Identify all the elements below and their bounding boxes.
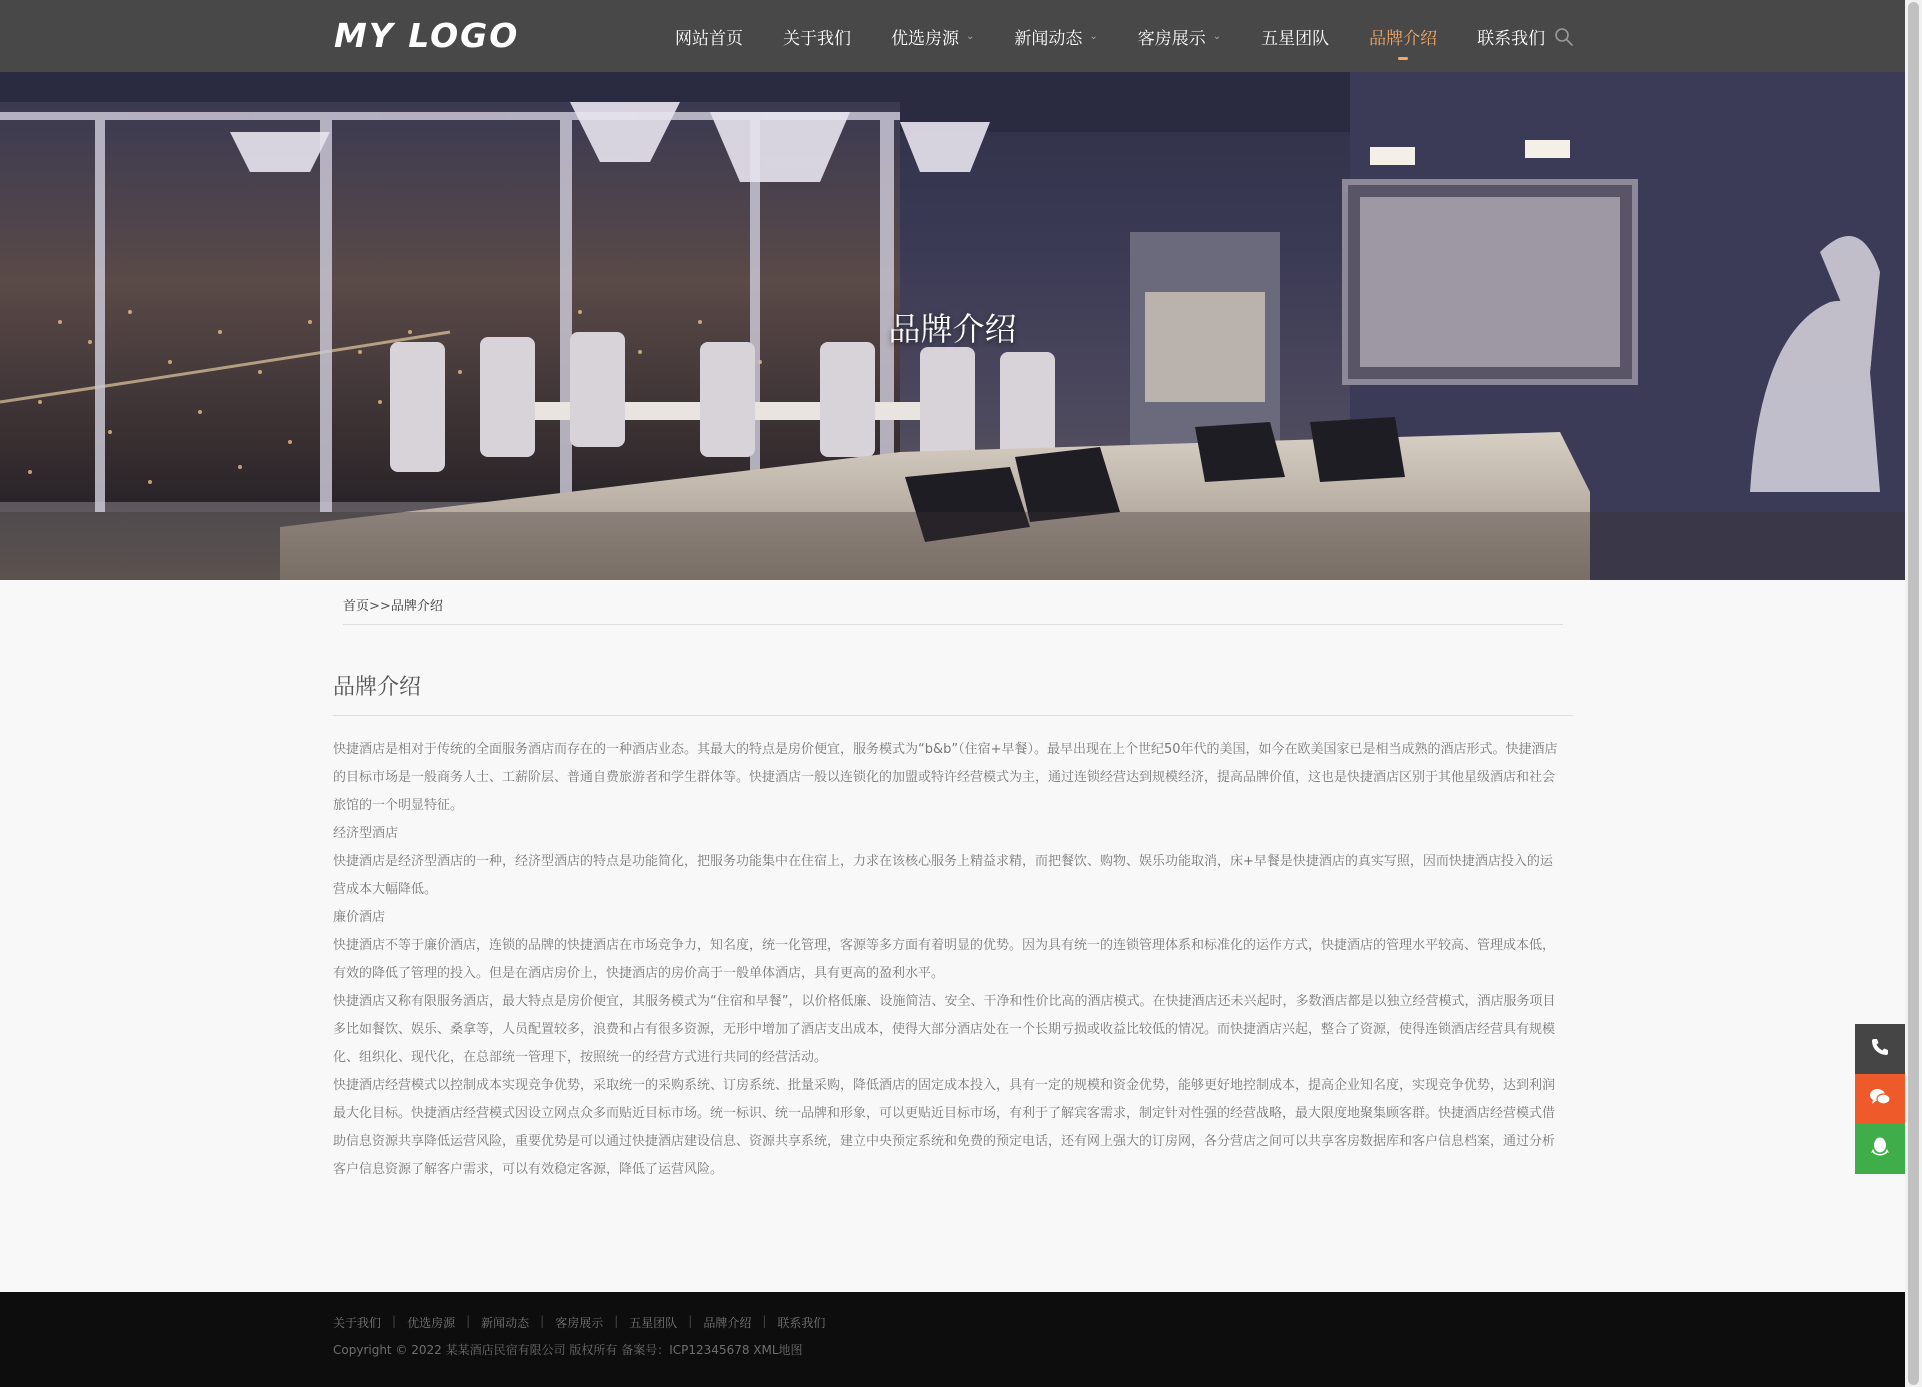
breadcrumb	[343, 595, 443, 614]
footer-link[interactable]: 新闻动态	[481, 1316, 530, 1330]
nav-item-label: 五星团队	[1261, 28, 1330, 49]
nav-item-2[interactable]	[871, 0, 994, 72]
scrollbar-thumb[interactable]	[1908, 2, 1919, 1385]
hero-banner	[0, 72, 1905, 580]
nav-item-label: 关于我们	[783, 28, 851, 49]
nav-item-7[interactable]	[1457, 0, 1565, 72]
chat-icon	[1869, 1087, 1891, 1111]
banner-title: 品牌介绍	[888, 310, 1017, 348]
footer-link-divider: |	[540, 1314, 545, 1328]
breadcrumb-divider	[343, 624, 1563, 625]
article-paragraph: 快捷酒店又称有限服务酒店，最大特点是房价便宜，其服务模式为“住宿和早餐”，以价格低廉、设施简洁、安全、干净和性价比高的酒店模式。在快捷酒店还未兴起时，多数酒店都是以独立经营模式，酒店服务项目多比如餐饮、娱乐、桑拿等，人员配置较多，浪费和占有很多资源，无形中增加了酒店支出成本，使得大部分酒店处在一个长期亏损或收益比较低的情况。而快捷酒店兴起，整合了资源，使得连锁酒店经营具有规模化、组织化、现代化，在总部统一管理下，按照统一的经营方式进行共同的经营活动。	[333, 994, 1556, 1065]
article-paragraph: 经济型酒店	[333, 826, 399, 841]
chat-button[interactable]	[1855, 1074, 1905, 1124]
breadcrumb-home[interactable]: 首页	[343, 599, 370, 614]
footer-link-divider: |	[614, 1314, 619, 1328]
site-header	[0, 0, 1905, 72]
footer-link[interactable]: 品牌介绍	[703, 1316, 752, 1330]
article-paragraph: 快捷酒店是经济型酒店的一种，经济型酒店的特点是功能简化，把服务功能集中在住宿上，力求在该核心服务上精益求精，而把餐饮、购物、娱乐功能取消，床+早餐是快捷酒店的真实写照，因而快捷酒店投入的运营成本大幅降低。	[333, 854, 1553, 897]
article-paragraph: 快捷酒店经营模式以控制成本实现竞争优势，采取统一的采购系统、订房系统、批量采购，降低酒店的固定成本投入，具有一定的规模和资金优势，能够更好地控制成本，提高企业知名度，实现竞争优势，达到利润最大化目标。快捷酒店经营模式因设立网点众多而贴近目标市场。统一标识、统一品牌和形象，可以更贴近目标市场，有利于了解宾客需求，制定针对性强的经营战略，最大限度地聚集顾客群。快捷酒店经营模式借助信息资源共享降低运营风险，重要优势是可以通过快捷酒店建设信息、资源共享系统，建立中央预定系统和免费的预定电话，还有网上强大的订房网，各分营店之间可以共享客房数据库和客户信息档案，通过分析客户信息资源了解客户需求，可以有效稳定客源，降低了运营风险。	[333, 1078, 1556, 1177]
title-divider	[333, 715, 1573, 716]
footer-link[interactable]: 客房展示	[555, 1316, 604, 1330]
article-body	[333, 736, 1565, 1184]
site-logo[interactable]: MY LOGO	[334, 16, 520, 55]
nav-item-label: 联系我们	[1477, 28, 1546, 49]
nav-item-label: 品牌介绍	[1369, 28, 1438, 49]
nav-item-0[interactable]	[655, 0, 763, 72]
search-icon[interactable]	[1553, 26, 1575, 48]
footer-link-divider: |	[688, 1314, 693, 1328]
footer-link[interactable]: 优选房源	[407, 1316, 456, 1330]
page-scrollbar[interactable]	[1905, 0, 1922, 1387]
main-nav	[655, 0, 1565, 72]
qq-button[interactable]	[1855, 1124, 1905, 1174]
nav-item-3[interactable]	[994, 0, 1117, 72]
nav-item-1[interactable]	[763, 0, 871, 72]
article-paragraph: 廉价酒店	[333, 910, 386, 925]
footer-link-divider: |	[392, 1314, 397, 1328]
nav-item-label: 优选房源	[891, 28, 959, 49]
phone-button[interactable]	[1855, 1024, 1905, 1074]
site-footer	[0, 1292, 1905, 1387]
phone-icon	[1870, 1037, 1890, 1061]
nav-item-5[interactable]	[1241, 0, 1349, 72]
footer-link[interactable]: 关于我们	[333, 1316, 382, 1330]
nav-item-label: 网站首页	[675, 28, 743, 49]
article-paragraph: 快捷酒店是相对于传统的全面服务酒店而存在的一种酒店业态。其最大的特点是房价便宜，服务模式为“b&b”（住宿+早餐）。最早出现在上个世纪50年代的美国，如今在欧美国家已是相当成熟的酒店形式。快捷酒店的目标市场是一般商务人士、工薪阶层、普通自费旅游者和学生群体等。快捷酒店一般以连锁化的加盟或特许经营模式为主，通过连锁经营达到规模经济，提高品牌价值，这也是快捷酒店区别于其他星级酒店和社会旅馆的一个明显特征。	[333, 742, 1558, 813]
copyright-text: Copyright © 2022 某某酒店民宿有限公司 版权所有 备案号：ICP12345678 XML地图	[333, 1343, 803, 1357]
page-title: 品牌介绍	[333, 675, 422, 700]
footer-link[interactable]: 联系我们	[777, 1316, 826, 1330]
nav-item-4[interactable]	[1118, 0, 1241, 72]
footer-link[interactable]: 五星团队	[629, 1316, 678, 1330]
nav-item-label: 新闻动态	[1014, 28, 1083, 49]
article-paragraph: 快捷酒店不等于廉价酒店，连锁的品牌的快捷酒店在市场竞争力，知名度，统一化管理，客源等多方面有着明显的优势。因为具有统一的连锁管理体系和标准化的运作方式，快捷酒店的管理水平较高、管理成本低，有效的降低了管理的投入。但是在酒店房价上，快捷酒店的房价高于一般单体酒店，具有更高的盈利水平。	[333, 938, 1556, 981]
footer-link-divider: |	[762, 1314, 767, 1328]
chevron-down-icon: ⌄	[1212, 30, 1222, 42]
nav-item-6[interactable]	[1349, 0, 1457, 72]
footer-links	[333, 1314, 825, 1331]
side-contact-bar	[1855, 1024, 1905, 1174]
breadcrumb-separator: >>	[369, 599, 391, 614]
footer-link-divider: |	[466, 1314, 471, 1328]
nav-item-label: 客房展示	[1137, 28, 1206, 49]
qq-icon	[1870, 1136, 1890, 1162]
breadcrumb-current[interactable]: 品牌介绍	[390, 599, 443, 614]
chevron-down-icon: ⌄	[1089, 30, 1098, 42]
chevron-down-icon: ⌄	[966, 30, 975, 42]
